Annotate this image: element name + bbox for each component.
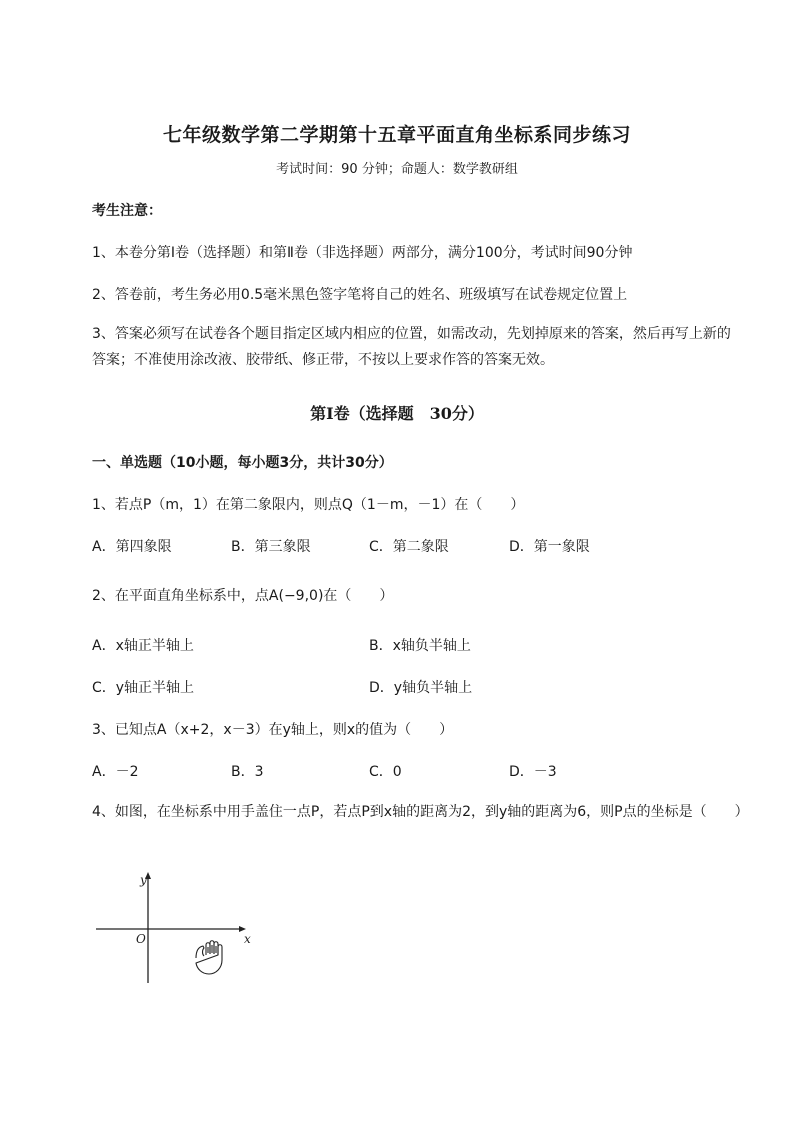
- notice-item-3: 3、答案必须写在试卷各个题目指定区域内相应的位置，如需改动，先划掉原来的答案，然后再写上新的答案；不准使用涂改液、胶带纸、修正带，不按以上要求作答的答案无效。: [92, 326, 731, 368]
- question-1-option-b[interactable]: B．第三象限: [231, 539, 311, 555]
- question-3-option-a[interactable]: A．－2: [92, 764, 139, 780]
- question-1-option-a[interactable]: A．第四象限: [92, 539, 172, 555]
- question-1-option-d[interactable]: D．第一象限: [509, 539, 590, 555]
- question-3-option-b[interactable]: B．3: [231, 764, 264, 780]
- question-2-option-b[interactable]: B．x轴负半轴上: [369, 638, 471, 654]
- question-1-option-c[interactable]: C．第二象限: [369, 539, 449, 555]
- question-1-stem: 1、若点P（m，1）在第二象限内，则点Q（1－m，－1）在（ ）: [92, 497, 525, 513]
- coordinate-figure: [92, 868, 262, 988]
- question-2-stem: 2、在平面直角坐标系中，点A(−9,0)在（ ）: [92, 588, 394, 604]
- exam-info: 考试时间：90 分钟；命题人：数学教研组: [276, 162, 518, 177]
- question-3-stem: 3、已知点A（x+2，x－3）在y轴上，则x的值为（ ）: [92, 722, 454, 738]
- x-axis-label: x: [244, 932, 251, 946]
- question-2-option-c[interactable]: C．y轴正半轴上: [92, 680, 195, 696]
- question-3-option-d[interactable]: D．－3: [509, 764, 557, 780]
- y-axis-label: y: [140, 873, 147, 887]
- section-title: 第Ⅰ卷（选择题 30分）: [310, 404, 484, 423]
- part-title: 一、单选题（10小题，每小题3分，共计30分）: [92, 455, 393, 471]
- notice-item-1: 1、本卷分第Ⅰ卷（选择题）和第Ⅱ卷（非选择题）两部分，满分100分，考试时间90分钟: [92, 245, 633, 261]
- origin-label: O: [136, 932, 146, 946]
- question-3-option-c[interactable]: C．0: [369, 764, 402, 780]
- hand-icon: [196, 941, 222, 974]
- notice-item-2: 2、答卷前，考生务必用0.5毫米黑色签字笔将自己的姓名、班级填写在试卷规定位置上: [92, 287, 628, 303]
- notice-heading: 考生注意：: [92, 203, 162, 219]
- question-4-stem: 4、如图，在坐标系中用手盖住一点P，若点P到x轴的距离为2，到y轴的距离为6，则P点的坐标是（ ）: [92, 804, 749, 820]
- question-2-option-d[interactable]: D．y轴负半轴上: [369, 680, 473, 696]
- page-title: 七年级数学第二学期第十五章平面直角坐标系同步练习: [162, 124, 631, 146]
- question-2-option-a[interactable]: A．x轴正半轴上: [92, 638, 194, 654]
